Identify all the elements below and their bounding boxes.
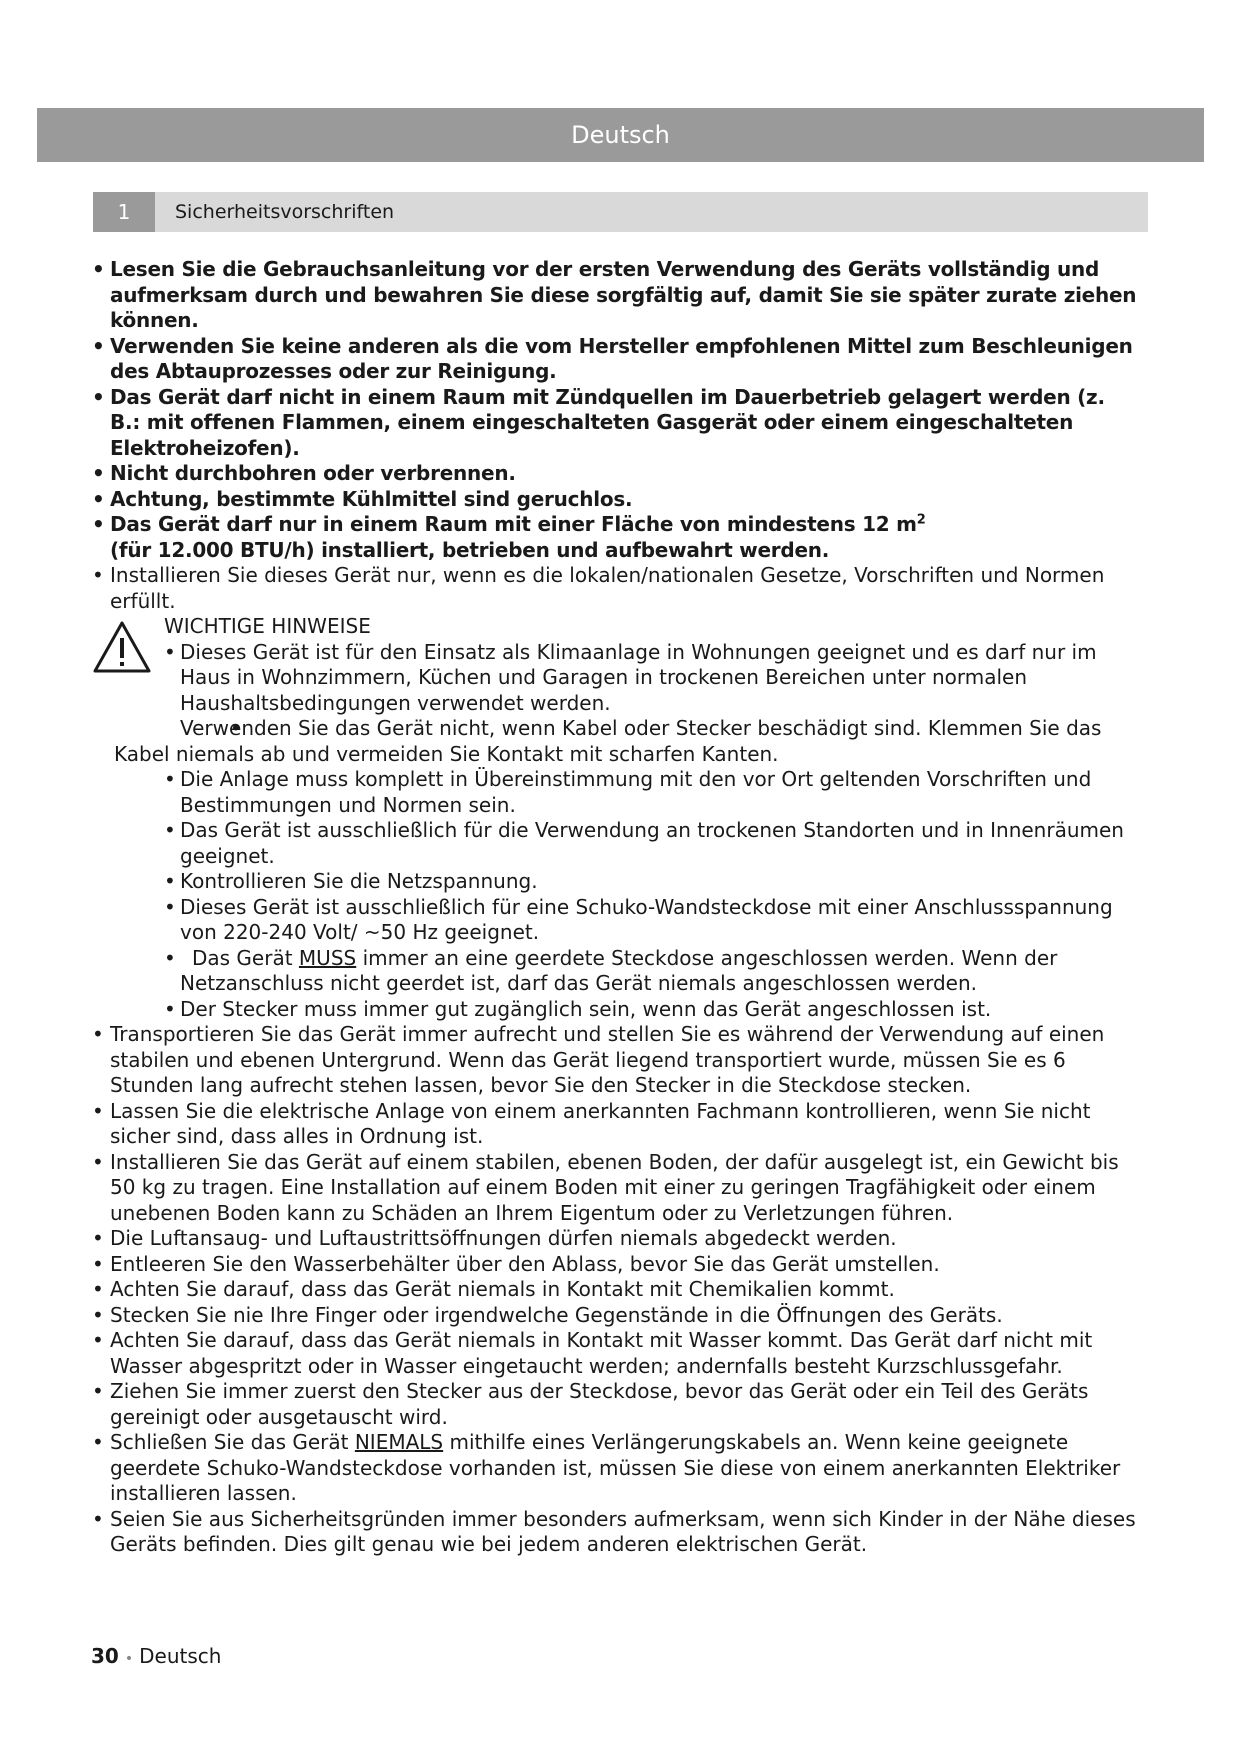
list-item: • Lesen Sie die Gebrauchsanleitung vor der ersten Verwendung des Geräts vollständig und aufmerksam durch und bewahren Sie diese sorgfältig auf, damit Sie sie später zurate ziehen können. [90,257,1140,334]
muss-underlined: MUSS [298,945,357,970]
list-item: • Verwenden Sie keine anderen als die vom Hersteller empfohlenen Mittel zum Beschleunigen des Abtauprozesses oder zur Reinigung. [90,334,1140,385]
warning-item: • Dieses Gerät ist für den Einsatz als Klimaanlage in Wohnungen geeignet und es darf nur im Haus in Wohnzimmern, Küchen und Garagen in trockenen Bereichen unter normalen Haushaltsbedingungen verwendet werden. [90,640,1140,717]
area-text-after: (für 12.000 BTU/h) installiert, betrieben und aufbewahrt werden. [110,537,830,562]
warning-item-muss [90,946,1140,997]
list-item: • Installieren Sie dieses Gerät nur, wenn es die lokalen/nationalen Gesetze, Vorschriften und Normen erfüllt. [90,563,1140,614]
warning-block [90,614,1140,1022]
language-header-bar [37,108,1204,162]
list-item: • Transportieren Sie das Gerät immer aufrecht und stellen Sie es während der Verwendung auf einen stabilen und ebenen Untergrund. Wenn das Gerät liegend transportiert wurde, müssen Sie es 6 Stunden lang aufrecht stehen lassen, bevor Sie den Stecker in die Steckdose stecken. [90,1022,1140,1099]
safety-content [90,257,1140,1558]
list-item: • Ziehen Sie immer zuerst den Stecker aus der Steckdose, bevor das Gerät oder ein Teil des Geräts gereinigt oder ausgetauscht wird. [90,1379,1140,1430]
list-item-niemals [90,1430,1140,1507]
list-item: • Installieren Sie das Gerät auf einem stabilen, ebenen Boden, der dafür ausgelegt ist, ein Gewicht bis 50 kg zu tragen. Eine Installation auf einem Boden mit einer zu geringen Tragfähigkeit oder einem unebenen Boden kann zu Schäden an Ihrem Eigentum oder zu Verletzungen führen. [90,1150,1140,1227]
section-title: Sicherheitsvorschriften [175,201,395,223]
page-footer [91,1644,221,1668]
list-item: • Nicht durchbohren oder verbrennen. [90,461,1140,487]
footer-language: Deutsch [139,1644,222,1668]
language-header-label: Deutsch [571,121,670,149]
list-item: • Achten Sie darauf, dass das Gerät niemals in Kontakt mit Chemikalien kommt. [90,1277,1140,1303]
list-item: • Die Luftansaug- und Luftaustrittsöffnungen dürfen niemals abgedeckt werden. [90,1226,1140,1252]
list-item: • Lassen Sie die elektrische Anlage von einem anerkannten Fachmann kontrollieren, wenn Sie nicht sicher sind, dass alles in Ordnung ist. [90,1099,1140,1150]
niemals-text-after: mithilfe eines Verlängerungskabels an. Wenn keine geeignete geerdete Schuko-Wandsteckdose vorhanden ist, müssen Sie diese von einem anerkannten Elektriker installieren lassen. [110,1430,1121,1505]
list-item-area [90,512,1140,563]
footer-separator: • [124,1651,134,1667]
list-item: • Das Gerät darf nicht in einem Raum mit Zündquellen im Dauerbetrieb gelagert werden (z. B.: mit offenen Flammen, einem eingeschalteten Gasgerät oder einem eingeschalteten Elektroheizofen). [90,385,1140,462]
muss-text-after: immer an eine geerdete Steckdose angeschlossen werden. Wenn der Netzanschluss nicht geerdet ist, darf das Gerät niemals angeschlossen werden. [180,945,1058,995]
section-number: 1 [93,192,155,232]
warning-item: • Das Gerät ist ausschließlich für die Verwendung an trockenen Standorten und in Innenräumen geeignet. [90,818,1140,869]
warning-item: • Der Stecker muss immer gut zugänglich sein, wenn das Gerät angeschlossen ist. [90,997,1140,1023]
niemals-text-before: Schließen Sie das Gerät [110,1430,355,1454]
warning-item: • Kontrollieren Sie die Netzspannung. [90,869,1140,895]
section-header [93,192,1148,232]
list-item: • Achten Sie darauf, dass das Gerät niemals in Kontakt mit Wasser kommt. Das Gerät darf nicht mit Wasser abgespritzt oder in Wasser eingetaucht werden; andernfalls besteht Kurzschlussgefahr. [90,1328,1140,1379]
muss-text-before: Das Gerät [192,945,299,970]
niemals-underlined: NIEMALS [354,1430,444,1454]
warning-title: WICHTIGE HINWEISE [164,614,371,638]
list-item: • Seien Sie aus Sicherheitsgründen immer besonders aufmerksam, wenn sich Kinder in der Nähe dieses Geräts befinden. Dies gilt genau wie bei jedem anderen elektrischen Gerät. [90,1507,1140,1558]
area-superscript: 2 [916,512,926,528]
page-number: 30 [91,1644,119,1668]
warning-item: • Die Anlage muss komplett in Übereinstimmung mit den vor Ort geltenden Vorschriften und Bestimmungen und Normen sein. [90,767,1140,818]
list-item: • Achtung, bestimmte Kühlmittel sind geruchlos. [90,487,1140,513]
list-item: • Stecken Sie nie Ihre Finger oder irgendwelche Gegenstände in die Öffnungen des Geräts. [90,1303,1140,1329]
warning-item: • Dieses Gerät ist ausschließlich für eine Schuko-Wandsteckdose mit einer Anschlussspannung von 220-240 Volt/ ~50 Hz geeignet. [90,895,1140,946]
warning-item: • Verwenden Sie das Gerät nicht, wenn Kabel oder Stecker beschädigt sind. Klemmen Sie das Kabel niemals ab und vermeiden Sie Kontakt mit scharfen Kanten. [90,716,1140,767]
list-item: • Entleeren Sie den Wasserbehälter über den Ablass, bevor Sie das Gerät umstellen. [90,1252,1140,1278]
area-text-before: Das Gerät darf nur in einem Raum mit einer Fläche von mindestens 12 m [110,512,917,536]
